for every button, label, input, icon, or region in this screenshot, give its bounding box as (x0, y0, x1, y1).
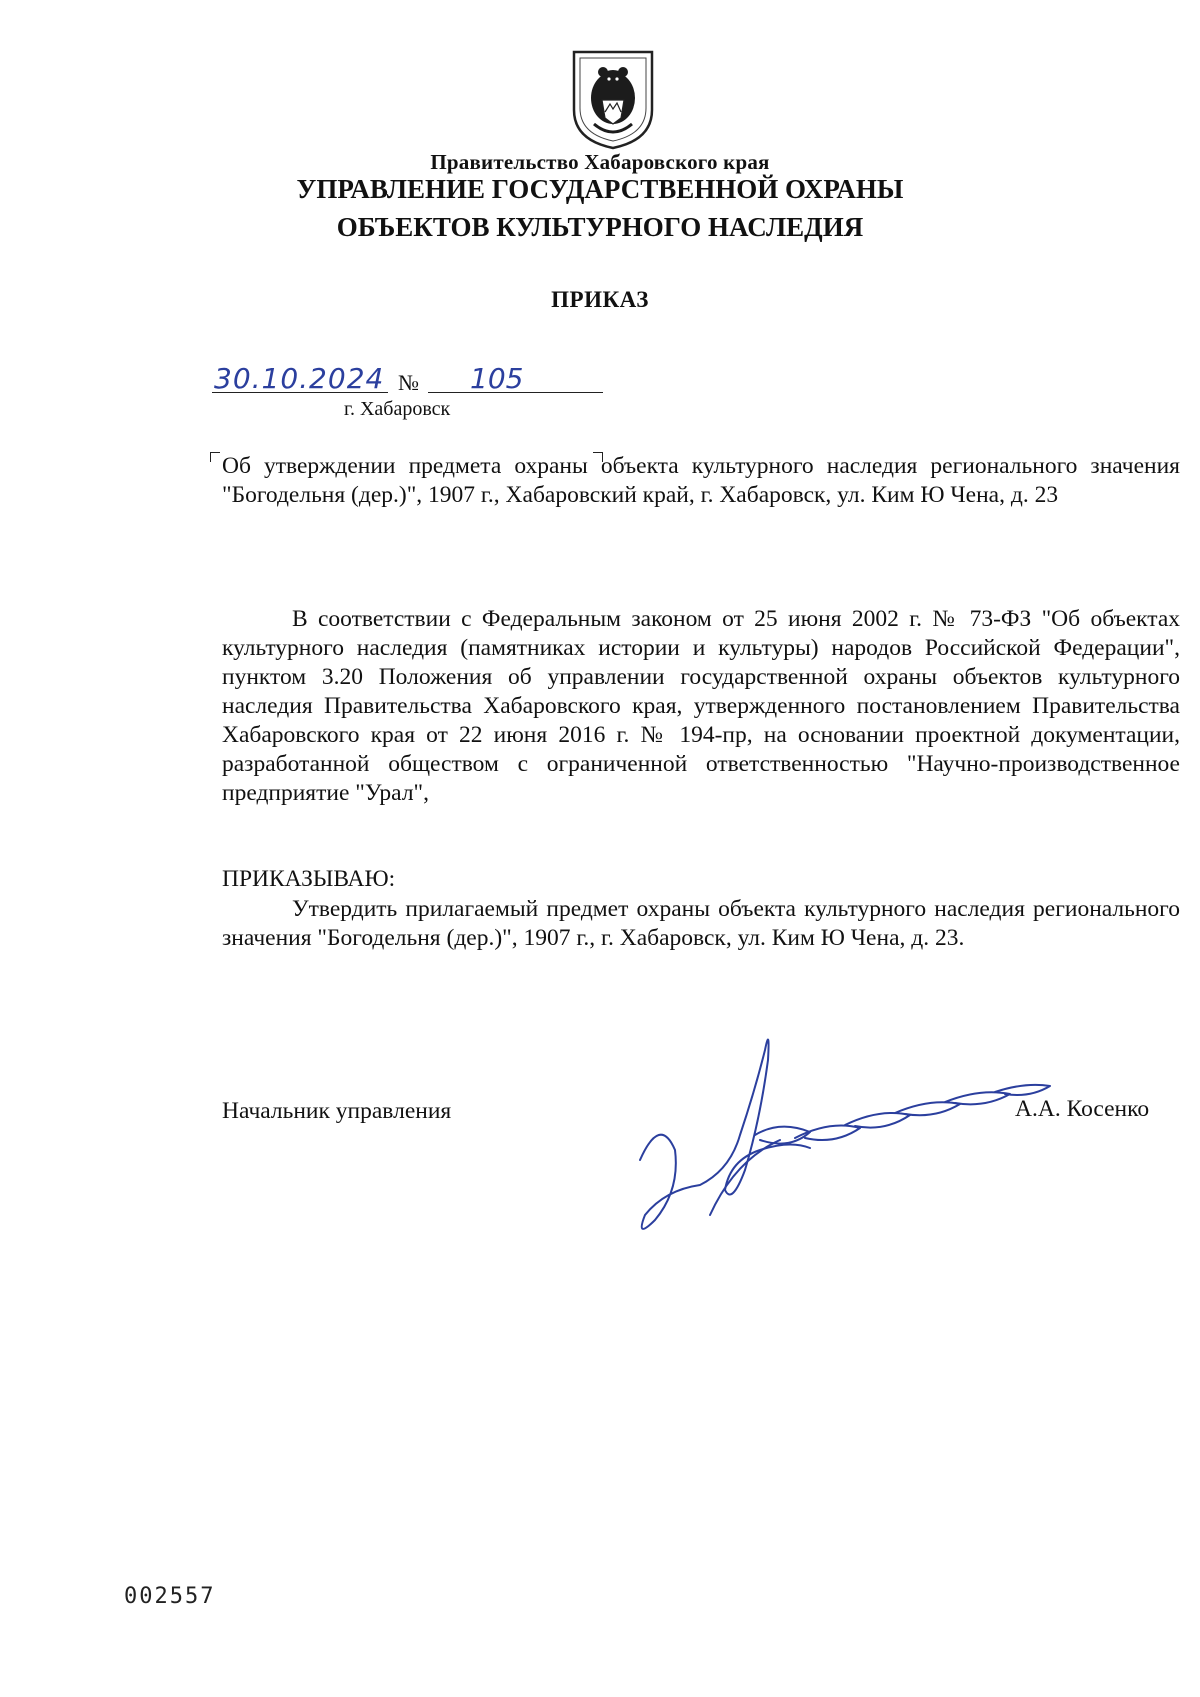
signatory-name: А.А. Косенко (1015, 1096, 1150, 1122)
coat-of-arms-icon (570, 48, 656, 152)
registration-number: 002557 (124, 1584, 216, 1609)
document-type: ПРИКАЗ (551, 287, 649, 312)
document-city: г. Хабаровск (344, 398, 451, 420)
document-date: 30.10.2024 (214, 362, 385, 395)
order-word: ПРИКАЗЫВАЮ: (222, 866, 396, 892)
title-corner-left (210, 452, 220, 462)
number-sign: № (398, 370, 419, 395)
decision-paragraph: Утвердить прилагаемый предмет охраны объекта культурного наследия регионального значения "Богодельня (дер.)", 1907 г., г. Хабаровск, ул. Ким Ю Чена, д. 23. (222, 896, 1180, 951)
document-title: Об утверждении предмета охраны объекта культурного наследия регионального значения "Богодельня (дер.)", 1907 г., Хабаровский край, г. Хабаровск, ул. Ким Ю Чена, д. 23 (222, 453, 1180, 508)
government-name: Правительство Хабаровского края (430, 150, 770, 174)
handwritten-signature (620, 1020, 1140, 1250)
department-name-line-1: УПРАВЛЕНИЕ ГОСУДАРСТВЕННОЙ ОХРАНЫ (296, 174, 904, 204)
document-number: 105 (470, 362, 524, 395)
legal-basis-paragraph: В соответствии с Федеральным законом от 25 июня 2002 г. № 73-ФЗ "Об объектах культурного наследия (памятниках истории и культуры) народов Российской Федерации", пунктом 3.20 Положения об управлении государственной охраны объектов культурного наследия Правительства Хабаровского края, утвержденного постановлением Правительства Хабаровского края от 22 июня 2016 г. № 194-пр, на основании проектной документации, разработанной обществом с ограниченной ответственностью "Научно-производственное предприятие "Урал", (222, 606, 1180, 806)
signatory-position: Начальник управления (222, 1098, 452, 1124)
department-name-line-2: ОБЪЕКТОВ КУЛЬТУРНОГО НАСЛЕДИЯ (336, 212, 864, 242)
